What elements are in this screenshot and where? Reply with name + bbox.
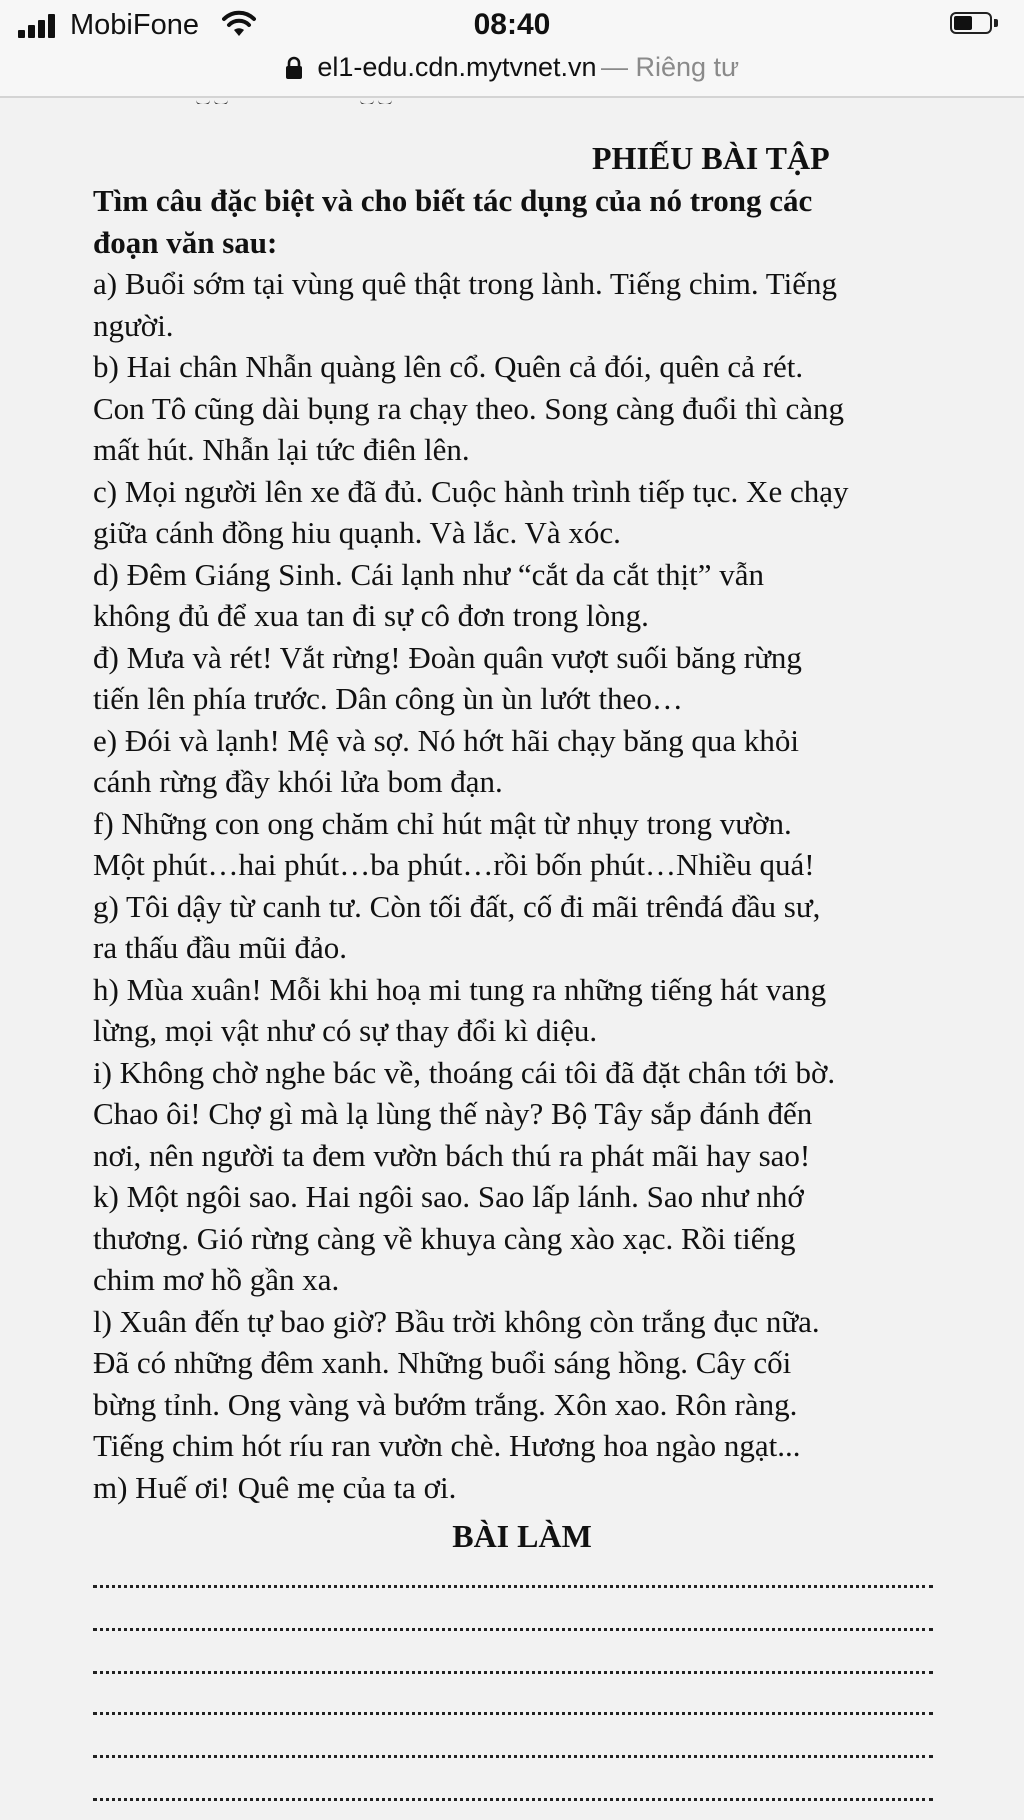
answer-line	[93, 1671, 933, 1674]
exercise-line: e) Đói và lạnh! Mệ và sợ. Nó hớt hãi chạy băng qua khỏi	[93, 722, 799, 758]
exercise-line: lừng, mọi vật như có sự thay đổi kì diệu.	[93, 1013, 598, 1048]
exercise-line: cánh rừng đầy khói lửa bom đạn.	[93, 764, 503, 799]
carrier-name: MobiFone	[70, 9, 199, 41]
exercise-line: Chao ôi! Chợ gì mà lạ lùng thế này? Bộ Tây sắp đánh đến	[93, 1096, 813, 1131]
exercise-line: Con Tô cũng dài bụng ra chạy theo. Song càng đuổi thì càng	[93, 390, 845, 426]
exercise-line: ra thấu đầu mũi đảo.	[93, 930, 347, 965]
exercise-line: mất hút. Nhẫn lại tức điên lên.	[93, 432, 470, 467]
exercise-line: không đủ để xua tan đi sự cô đơn trong lòng.	[93, 598, 649, 633]
url-domain: el1-edu.cdn.mytvnet.vn	[317, 52, 597, 82]
exercise-line: thương. Gió rừng càng về khuya càng xào xạc. Rồi tiếng	[93, 1220, 796, 1256]
answer-heading: BÀI LÀM	[452, 1518, 592, 1554]
exercise-line: d) Đêm Giáng Sinh. Cái lạnh như “cắt da cắt thịt” vẫn	[93, 556, 765, 592]
worksheet-title: PHIẾU BÀI TẬP	[592, 140, 830, 176]
answer-line	[93, 1712, 933, 1715]
exercise-line: giữa cánh đồng hiu quạnh. Và lắc. Và xóc.	[93, 515, 621, 550]
exercise-line: b) Hai chân Nhẫn quàng lên cổ. Quên cả đói, quên cả rét.	[93, 349, 804, 384]
exercise-line: bừng tỉnh. Ong vàng và bướm trắng. Xôn xao. Rôn ràng.	[93, 1386, 798, 1422]
exercise-line: i) Không chờ nghe bác về, thoáng cái tôi đã đặt chân tới bờ.	[93, 1054, 836, 1090]
exercise-line: Đã có những đêm xanh. Những buổi sáng hồng. Cây cối	[93, 1345, 792, 1380]
lock-icon	[285, 56, 303, 80]
address-bar[interactable]	[0, 52, 1024, 96]
exercise-line: m) Huế ơi! Quê mẹ của ta ơi.	[93, 1469, 457, 1505]
exercise-line: đ) Mưa và rét! Vắt rừng! Đoàn quân vượt suối băng rừng	[93, 639, 802, 675]
privacy-label: — Riêng tư	[600, 52, 740, 82]
status-bar	[0, 0, 1024, 52]
battery-icon	[950, 12, 1000, 38]
exercise-line: Một phút…hai phút…ba phút…rồi bốn phút…Nhiều quá!	[93, 847, 815, 882]
clipped-text-remnant	[0, 98, 1024, 104]
instruction-line: Tìm câu đặc biệt và cho biết tác dụng của nó trong các	[93, 183, 813, 218]
exercise-line: h) Mùa xuân! Mỗi khi hoạ mi tung ra những tiếng hát vang	[93, 971, 827, 1007]
instruction-line: đoạn văn sau:	[93, 224, 278, 260]
exercise-line: a) Buổi sớm tại vùng quê thật trong lành. Tiếng chim. Tiếng	[93, 266, 838, 301]
exercise-line: g) Tôi dậy từ canh tư. Còn tối đất, cố đi mãi trênđá đầu sư,	[93, 888, 821, 924]
answer-line	[93, 1585, 933, 1588]
document-page	[0, 98, 1024, 1820]
exercise-line: chim mơ hồ gần xa.	[93, 1262, 340, 1297]
exercise-line: nơi, nên người ta đem vườn bách thú ra phát mãi hay sao!	[93, 1137, 811, 1173]
exercise-line: f) Những con ong chăm chỉ hút mật từ nhụy trong vườn.	[93, 805, 792, 841]
answer-line	[93, 1755, 933, 1758]
exercise-line: người.	[93, 307, 174, 343]
exercise-line: tiến lên phía trước. Dân công ùn ùn lướt theo…	[93, 681, 683, 716]
answer-line	[93, 1798, 933, 1801]
clock-time: 08:40	[473, 8, 551, 41]
exercise-line: Tiếng chim hót ríu ran vườn chè. Hương hoa ngào ngạt...	[93, 1428, 801, 1463]
exercise-line: l) Xuân đến tự bao giờ? Bầu trời không còn trắng đục nữa.	[93, 1303, 820, 1339]
exercise-line: k) Một ngôi sao. Hai ngôi sao. Sao lấp lánh. Sao như nhớ	[93, 1179, 804, 1214]
worksheet-body	[93, 180, 973, 1508]
exercise-line: c) Mọi người lên xe đã đủ. Cuộc hành trình tiếp tục. Xe chạy	[93, 473, 849, 509]
answer-line	[93, 1628, 933, 1631]
